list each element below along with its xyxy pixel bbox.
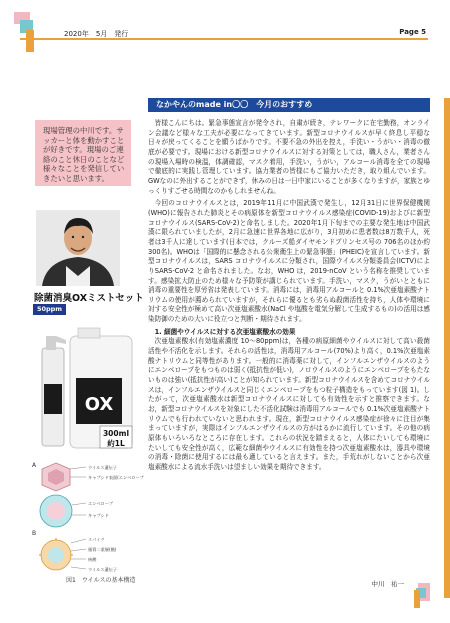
header-decoration-orange	[26, 30, 34, 52]
diagram-label-lipid: 脂質二重層(膜)	[88, 547, 117, 552]
diagram-label-a: A	[32, 462, 37, 469]
intro-text: 現場管理の中川です。サッカーと体を動かすことが好きです。現場のご連絡のこと休日のことなど様々なことを発信していきたいと思います。	[43, 126, 125, 183]
tank-size: 約1L	[107, 439, 125, 448]
diagram-label-capsid-outer: キャプシド表面(エンベロープ)	[88, 475, 144, 480]
footer-decoration-orange	[414, 590, 420, 608]
article-paragraph: 次亜塩素酸水(有効塩素濃度 10～80ppm)は，各種の病原細菌やウイルスに対して高い殺菌活性や不活化を示します。それらの活性は，消毒用アルコール(70%)より高く，0.1%次亜塩素酸ナトリウムと同等性があります。一般的に消毒薬に対して，インフルエンザウイルスのようにエンベロープをもつものは弱く(抵抗性が低い)，ノロウイルスのようにエンベロープをもたないものは強い(抵抗性が高い)ことが知られています。新型コロナウイルスを含めてコロナウイルスは，インフルエンザウイルスと同じくエンベロープをもつ粒子構造をもっています(図 1)。したがって，次亜塩素酸水は新型コロナウイルスに対しても有効性を示すと推察できます。なお，新型コロナウイルスを対象にした不活化試験は消毒用アルコールでも 0.1%次亜塩素酸ナトリウムでも行われていないと思われます。現在，新型コロナウイルス感染症が徐々に注目が集まっていますが，実際はインフルエンザウイルスの方がはるかに流行しています。その他の病原体もいろいろなところに存在します。これらの状況を踏まえると，人体にたいしても環境にたいしても安全性が高く，広範な細菌やウイルスに有効性を持つ次亜塩素酸水は，器具や環境の消毒・除菌に使用するには最も適していると言えます。また，手荒れがしないことから次亜塩素酸水による流水手洗いは望ましい効果を期待できます。	[148, 337, 430, 471]
article-paragraph: 皆様こんにちは。緊急事態宣言が発令され，自粛が続き，テレワークに在宅勤務，オンライン会議など様々な工夫が必要になってきています。新型コロナウイルスが早く終息し平穏な日々が戻ってくることを願うばかりです。不要不急の外出を控え，手洗い・うがい・消毒の徹底が必要です。現場における新型コロナウイルスに対する対策としては，職人さん，業者さんの現場入場時の検温，体調確認，マスク着用，手洗い，うがい，アルコール消毒を全ての現場で徹底的に実践し管理しています。協力業者の皆様にもご協力いただき，取り組んでいます。GWなのに外出することができず，休みの日は一日中家にいることが多くなりますが，家族とゆっくりすごせる時間なのかもしれませんね。	[148, 119, 430, 195]
product-title: 除菌消臭OXミストセット	[34, 293, 144, 304]
issue-date: 2020年 5月 発行	[64, 30, 129, 38]
diagram-label-virus-genome: ウイルス遺伝子	[88, 465, 118, 470]
article-title: なかやんのmade in〇〇 今月のおすすめ	[148, 98, 430, 112]
diagram-label-b: B	[32, 530, 37, 537]
author-name: 中川 祐一	[371, 580, 404, 588]
diagram-label-capsid: キャプシド	[88, 513, 109, 518]
tank-volume: 300ml	[102, 429, 130, 438]
author-portrait	[36, 210, 120, 286]
diagram-label-nucleic: 核酸	[88, 557, 97, 562]
diagram-label-genome-b: ウイルス遺伝子	[88, 567, 118, 572]
diagram-label-spike: スパイク	[88, 537, 105, 542]
bottle-label: OX	[84, 394, 114, 415]
virus-diagram	[30, 459, 144, 581]
right-accent-bar	[444, 98, 450, 598]
article-body	[148, 119, 430, 476]
ppm-badge: 50ppm	[33, 304, 66, 315]
intro-box	[35, 120, 131, 186]
product-image	[36, 318, 134, 451]
diagram-label-envelope: エンベロープ	[88, 501, 113, 506]
page-number: Page 5	[399, 28, 426, 36]
section-heading: 1. 細菌やウイルスに対する次亜塩素酸水の効果	[154, 327, 296, 336]
figure-caption: 図1 ウイルスの基本構造	[66, 577, 136, 584]
article-paragraph: 今回のコロナウイルスとは，2019年11月に中国武漢で発生し，12月31日に世界保健機関(WHO)に報告された肺炎とその病原体を新型コロナウイルス感染症(COVID-19)およびに新型コロナウイルス(SARS-CoV-2)と命名しました。2020年1月下旬までの主要な発生地は中国武漢に限られていましたが，2月に急速に世界各地に広がり，3月初めに患者数は8万数千人，死者は3千人に達しています(日本では，クルーズ船ダイヤモンドプリンセス号の 706名のほか約 300名)。WHOは「国際的に懸念される公衆衛生上の緊急事態」(PHEIC)を宣言しています。新型コロナウイルスは，SARS コロナウイルスに分類され，国際ウイルス分類委員会(ICTV)によりSARS-CoV-2 と命名されました。なお，WHO は，2019-nCoV という名称を推奨しています。感染拡大防止のため様々な予防策が講じられています。手洗い，マスク，うがいとともに消毒の重要性を厚労省は発表しています。消毒には，消毒用アルコールと 0.1%次亜塩素酸ナトリウムの使用が薦められていますが，それらに優るとも劣らぬ殺菌活性を持ち，人体や環境に対する安全性が極めて高い次亜塩素酸水(NaCl や塩酸を電気分解して生成するもの)の活用は感染防御のための大いに役立つと判断・期待されます。	[148, 199, 430, 324]
